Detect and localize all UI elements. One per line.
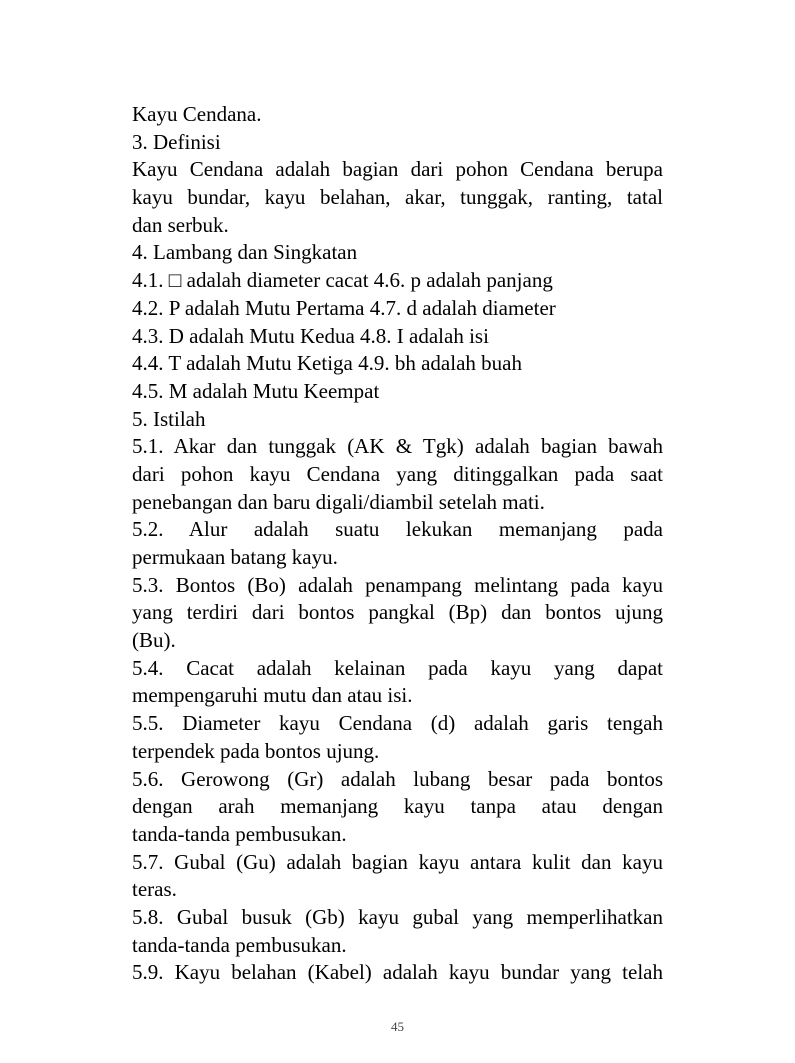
- text-line: 5.4. Cacat adalah kelainan pada kayu yang dapat: [132, 655, 663, 680]
- text-line: yang terdiri dari bontos pangkal (Bp) dan bontos ujung: [132, 600, 663, 625]
- section-heading-lambang: 4. Lambang dan Singkatan: [132, 240, 358, 265]
- section-heading-definisi: 3. Definisi: [132, 129, 221, 154]
- term-5-7: [132, 849, 663, 904]
- page-number: 45: [391, 1019, 404, 1034]
- text-line: 5.5. Diameter kayu Cendana (d) adalah garis tengah: [132, 711, 663, 736]
- text-line: tanda-tanda pembusukan.: [132, 821, 347, 846]
- text-line: tanda-tanda pembusukan.: [132, 932, 347, 957]
- text-line: dari pohon kayu Cendana yang ditinggalkan pada saat: [132, 461, 663, 486]
- text-line: 5.6. Gerowong (Gr) adalah lubang besar pada bontos: [132, 766, 663, 791]
- text-line: 5.7. Gubal (Gu) adalah bagian kayu antara kulit dan kayu: [132, 849, 663, 874]
- text-line: dengan arah memanjang kayu tanpa atau dengan: [132, 794, 663, 819]
- term-5-1: [132, 433, 663, 516]
- text-line: 5.8. Gubal busuk (Gb) kayu gubal yang memperlihatkan: [132, 904, 663, 929]
- text-line: 5.1. Akar dan tunggak (AK & Tgk) adalah bagian bawah: [132, 434, 663, 459]
- term-5-3: [132, 572, 663, 655]
- text-line: terpendek pada bontos ujung.: [132, 738, 380, 763]
- symbol-line: 4.2. P adalah Mutu Pertama 4.7. d adalah diameter: [132, 295, 556, 320]
- text-line: mempengaruhi mutu dan atau isi.: [132, 683, 413, 708]
- document-body: [132, 101, 663, 987]
- term-5-9: [132, 959, 663, 987]
- definition-paragraph: [132, 156, 663, 239]
- text-line: 5.3. Bontos (Bo) adalah penampang melintang pada kayu: [132, 572, 663, 597]
- text-line: teras.: [132, 877, 177, 902]
- text-line: Kayu Cendana adalah bagian dari pohon Cendana berupa: [132, 157, 663, 182]
- text-line: kayu bundar, kayu belahan, akar, tunggak, ranting, tatal: [132, 185, 663, 210]
- symbol-line: 4.1. □ adalah diameter cacat 4.6. p adalah panjang: [132, 268, 553, 293]
- term-5-5: [132, 710, 663, 765]
- text-line: dan serbuk.: [132, 212, 229, 237]
- text-line: 5.9. Kayu belahan (Kabel) adalah kayu bundar yang telah: [132, 960, 663, 985]
- symbol-line: 4.4. T adalah Mutu Ketiga 4.9. bh adalah buah: [132, 351, 522, 376]
- text-line: penebangan dan baru digali/diambil setelah mati.: [132, 489, 545, 514]
- symbol-line: 4.5. M adalah Mutu Keempat: [132, 378, 380, 403]
- text-line: 5.2. Alur adalah suatu lekukan memanjang pada: [132, 517, 663, 542]
- text-line: Kayu Cendana.: [132, 102, 262, 126]
- term-5-6: [132, 766, 663, 849]
- term-5-4: [132, 655, 663, 710]
- term-5-8: [132, 904, 663, 959]
- term-5-2: [132, 516, 663, 571]
- text-line: (Bu).: [132, 628, 176, 653]
- text-line: permukaan batang kayu.: [132, 545, 338, 569]
- symbol-line: 4.3. D adalah Mutu Kedua 4.8. I adalah isi: [132, 323, 489, 348]
- section-heading-istilah: 5. Istilah: [132, 406, 206, 431]
